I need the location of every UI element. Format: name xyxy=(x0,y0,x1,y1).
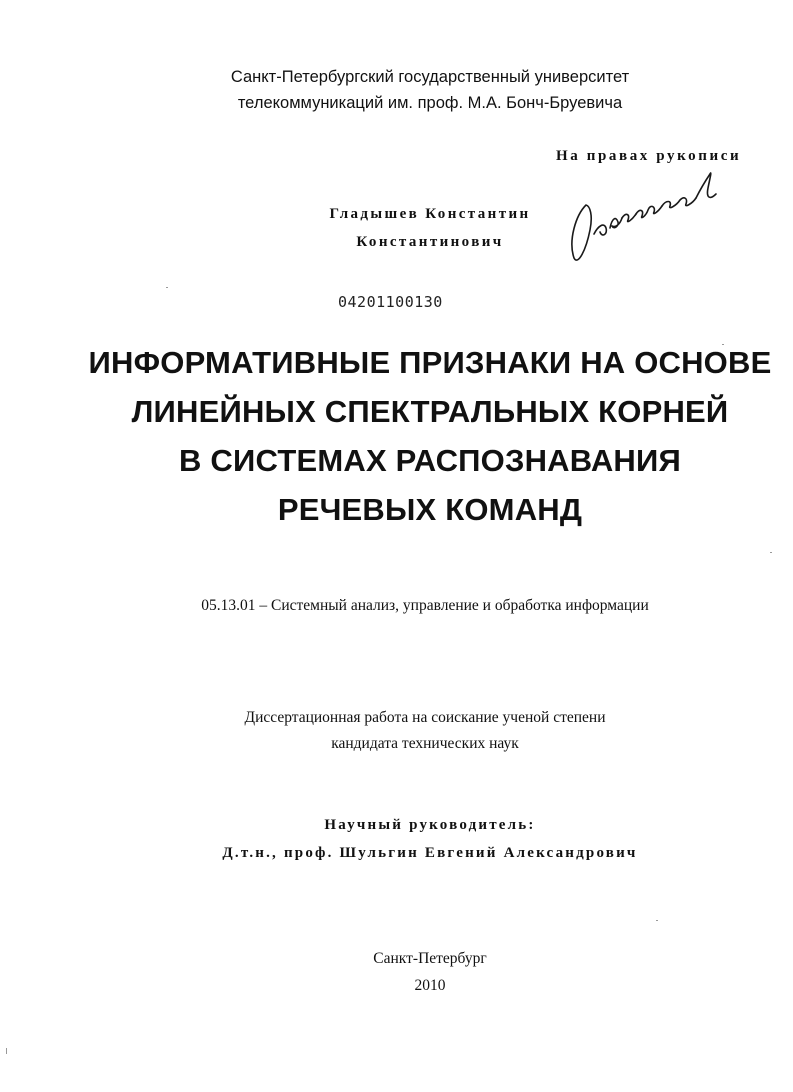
catalog-number: 04201100130 xyxy=(338,293,443,311)
manuscript-rights-notice: На правах рукописи xyxy=(556,148,742,164)
scientific-supervisor xyxy=(120,811,740,867)
title-line-3: В СИСТЕМАХ РАСПОЗНАВАНИЯ xyxy=(179,443,681,478)
author-line-2: Константинович xyxy=(356,234,504,250)
place-and-year xyxy=(260,945,600,999)
title-line-4: РЕЧЕВЫХ КОМАНД xyxy=(277,492,583,527)
title-line-1: ИНФОРМАТИВНЫЕ ПРИЗНАКИ НА ОСНОВЕ xyxy=(88,345,772,380)
scan-speck xyxy=(722,344,724,345)
university-line-1: Санкт-Петербургский государственный университет xyxy=(230,68,630,86)
scan-speck xyxy=(656,920,658,921)
supervisor-label: Научный руководитель: xyxy=(324,817,536,833)
author-name xyxy=(300,200,560,256)
handwritten-signature xyxy=(560,170,730,270)
city: Санкт-Петербург xyxy=(373,950,487,967)
supervisor-name: Д.т.н., проф. Шульгин Евгений Александрович xyxy=(222,845,638,861)
dissertation-title xyxy=(80,338,780,534)
scan-speck xyxy=(770,552,772,553)
university-line-2: телекоммуникаций им. проф. М.А. Бонч-Бруевича xyxy=(237,94,623,112)
scan-speck xyxy=(6,1048,7,1054)
year: 2010 xyxy=(414,977,446,994)
scan-speck xyxy=(166,287,168,288)
specialty-code: 05.13.01 – Системный анализ, управление и обработка информации xyxy=(201,597,649,614)
title-line-2: ЛИНЕЙНЫХ СПЕКТРАЛЬНЫХ КОРНЕЙ xyxy=(131,394,729,429)
degree-line-2: кандидата технических наук xyxy=(331,735,519,752)
degree-line-1: Диссертационная работа на соискание ученой степени xyxy=(244,709,606,726)
university-name xyxy=(150,64,710,116)
author-line-1: Гладышев Константин xyxy=(329,206,531,222)
degree-statement xyxy=(160,705,690,757)
